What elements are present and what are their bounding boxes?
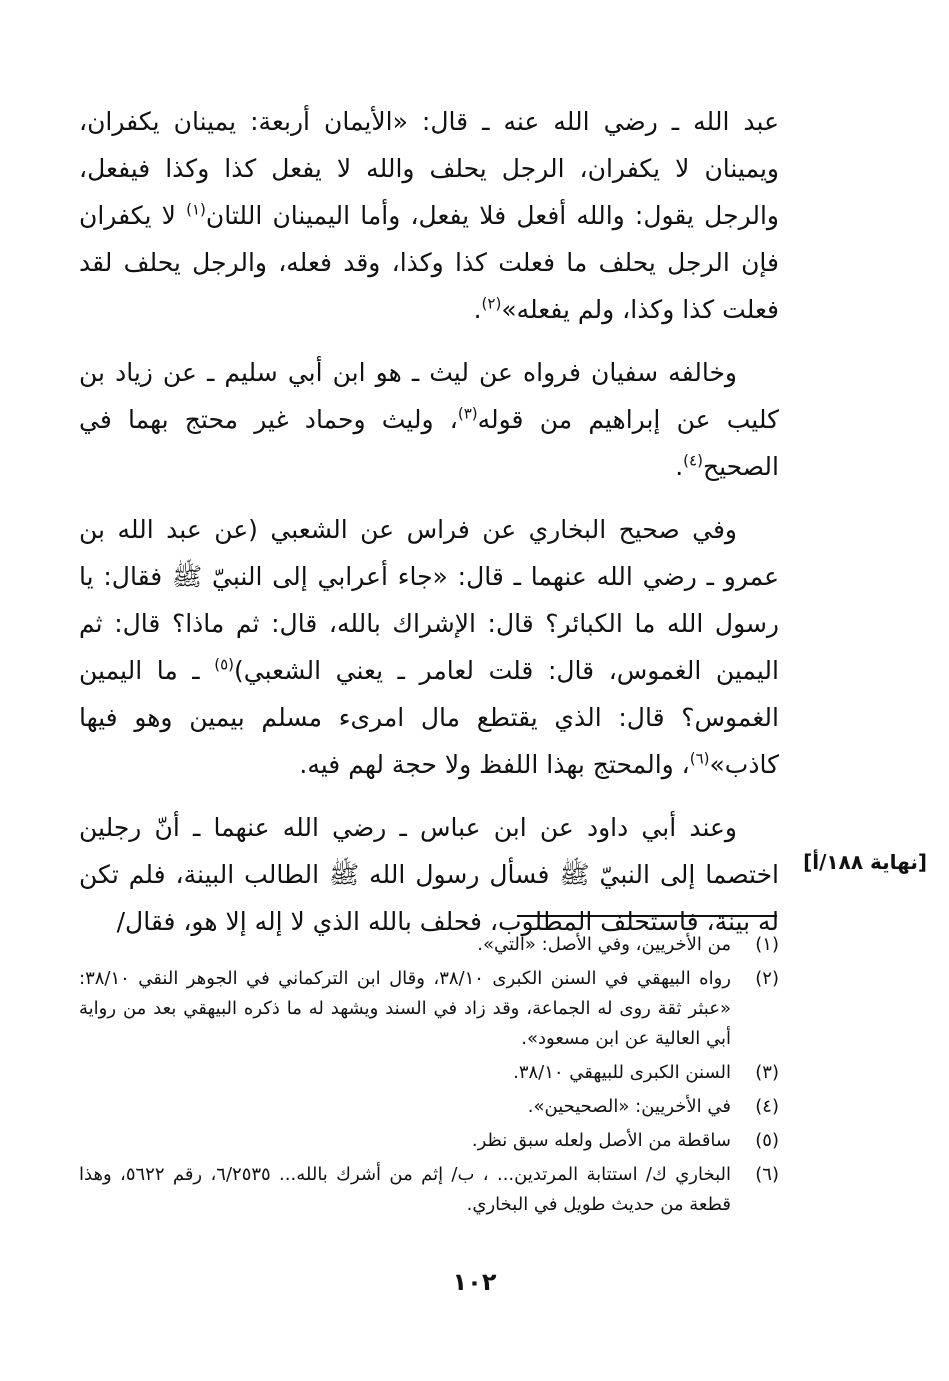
footnote-text: من الأخريين، وفي الأصل: «التي».	[477, 934, 731, 955]
page-number: ١٠٢	[452, 1268, 497, 1296]
footnote-item	[79, 964, 779, 1054]
footnote-number: (٤)	[755, 1096, 779, 1117]
footnote-item	[79, 1058, 779, 1088]
paragraph-2-text-b: ، وليث وحماد غير محتج بهما في الصحيح	[79, 405, 779, 481]
paragraph-3-text-b: ـ ما اليمين الغموس؟ قال: الذي يقتطع مال امرىء مسلم بيمين وهو فيها كاذب»	[79, 656, 779, 779]
footnote-text: البخاري ك/ استتابة المرتدين... ، ب/ إثم من أشرك بالله... ٦/٢٥٣٥، رقم ٥٦٢٢، وهذا قطعة من حديث طويل في البخاري.	[79, 1164, 731, 1215]
paragraph-2	[79, 349, 779, 490]
paragraph-1-text-c: .	[473, 295, 482, 324]
footnote-item	[79, 930, 779, 960]
footnote-number: (١)	[755, 934, 779, 955]
footnote-text: السنن الكبرى للبيهقي ٣٨/١٠.	[513, 1062, 731, 1083]
footnotes	[79, 930, 779, 1224]
footnote-ref-3: (٣)	[457, 404, 478, 423]
footnote-number: (٣)	[755, 1062, 779, 1083]
footnote-ref-1: (١)	[186, 200, 206, 219]
footnote-number: (٢)	[755, 968, 779, 989]
footnote-text: في الأخريين: «الصحيحين».	[527, 1096, 731, 1117]
footnote-ref-5: (٥)	[214, 655, 234, 674]
footnote-item	[79, 1092, 779, 1122]
footnote-separator	[517, 915, 777, 917]
footnote-ref-6: (٦)	[689, 749, 710, 768]
paragraph-3-text-c: ، والمحتج بهذا اللفظ ولا حجة لهم فيه.	[299, 750, 690, 779]
paragraph-1	[79, 98, 779, 333]
paragraph-1-text-b: لا يكفران فإن الرجل يحلف ما فعلت كذا وكذا، وقد فعله، والرجل يحلف لقد فعلت كذا وكذا، ولم يفعله»	[79, 201, 779, 324]
paragraph-4-text: وعند أبي داود عن ابن عباس ـ رضي الله عنهما ـ أنّ رجلين اختصما إلى النبيّ ﷺ فسأل رسول الله ﷺ الطالب البينة، فلم تكن له بينة، فاستحلف المطلوب، فحلف بالله الذي لا إله إلا هو، فقال/	[79, 813, 779, 936]
footnote-ref-4: (٤)	[683, 451, 703, 470]
paragraph-3-text-a: وفي صحيح البخاري عن فراس عن الشعبي (عن عبد الله بن عمرو ـ رضي الله عنهما ـ قال: «جاء أعرابي إلى النبيّ ﷺ فقال: يا رسول الله ما الكبائر؟ قال: الإشراك بالله، قال: ثم ماذا؟ قال: ثم اليمين الغموس، قال: قلت لعامر ـ يعني الشعبي)	[79, 515, 779, 685]
footnote-number: (٥)	[755, 1130, 779, 1151]
paragraph-2-text-c: .	[675, 452, 684, 481]
footnote-text: رواه البيهقي في السنن الكبرى ٣٨/١٠، وقال ابن التركماني في الجوهر النقي ٣٨/١٠: «عبثر ثقة روى له الجماعة، وقد زاد في السند ويشهد له ما ذكره البيهقي بعد من رواية أبي العالية عن ابن مسعود».	[79, 968, 732, 1049]
manuscript-folio-marker: [نهاية ١٨٨/أ]	[803, 850, 927, 874]
footnote-number: (٦)	[755, 1164, 779, 1185]
main-text	[79, 98, 779, 961]
paragraph-2-text-a: وخالفه سفيان فرواه عن ليث ـ هو ابن أبي سليم ـ عن زياد بن كليب عن إبراهيم من قوله	[79, 358, 779, 434]
footnote-text: ساقطة من الأصل ولعله سبق نظر.	[471, 1130, 731, 1151]
paragraph-1-text-a: عبد الله ـ رضي الله عنه ـ قال: «الأيمان أربعة: يمينان يكفران، ويمينان لا يكفران، الرجل يحلف والله لا يفعل كذا وكذا فيفعل، والرجل يقول: والله أفعل فلا يفعل، وأما اليمينان اللتان	[79, 107, 779, 230]
footnote-item	[79, 1126, 779, 1156]
paragraph-4	[79, 804, 779, 945]
footnote-ref-2: (٢)	[481, 294, 502, 313]
footnote-item	[79, 1160, 779, 1220]
paragraph-3	[79, 506, 779, 788]
